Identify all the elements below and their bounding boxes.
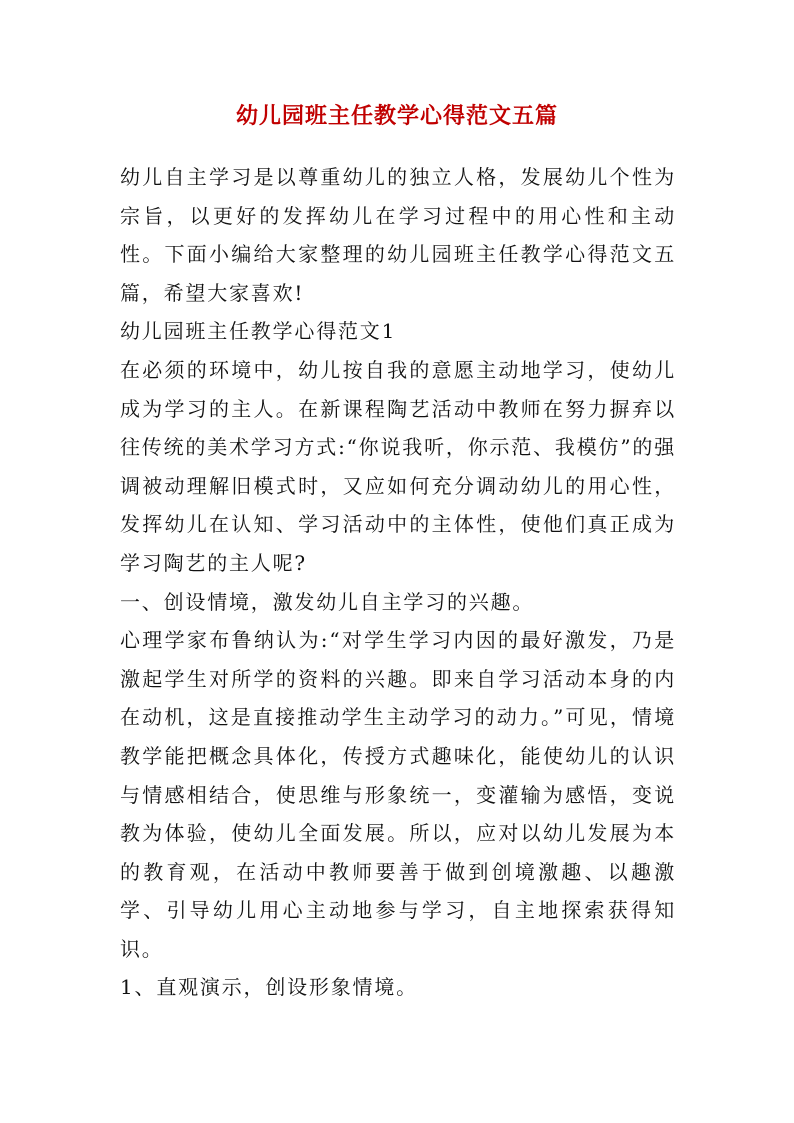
- body-paragraph: 在必须的环境中，幼儿按自我的意愿主动地学习，使幼儿成为学习的主人。在新课程陶艺活动中教师在努力摒弃以往传统的美术学习方式:“你说我听，你示范、我模仿”的强调被动理解旧模式时，又应如何充分调动幼儿的用心性，发挥幼儿在认知、学习活动中的主体性，使他们真正成为学习陶艺的主人呢?: [120, 357, 676, 575]
- section-heading-1: 幼儿园班主任教学心得范文1: [120, 319, 397, 344]
- document-title: 幼儿园班主任教学心得范文五篇: [235, 103, 558, 129]
- intro-paragraph: 幼儿自主学习是以尊重幼儿的独立人格，发展幼儿个性为宗旨，以更好的发挥幼儿在学习过程中的用心性和主动性。下面小编给大家整理的幼儿园班主任教学心得范文五篇，希望大家喜欢!: [120, 165, 676, 305]
- list-item-heading: 1、直观演示，创设形象情境。: [120, 975, 418, 1000]
- body-paragraph: 心理学家布鲁纳认为:“对学生学习内因的最好激发，乃是激起学生对所学的资料的兴趣。即来自学习活动本身的内在动机，这是直接推动学生主动学习的动力。”可见，情境教学能把概念具体化，传授方式趣味化，能使幼儿的认识与情感相结合，使思维与形象统一，变灌输为感悟，变说教为体验，使幼儿全面发展。所以，应对以幼儿发展为本的教育观，在活动中教师要善于做到创境激趣、以趣激学、引导幼儿用心主动地参与学习，自主地探索获得知识。: [120, 628, 676, 961]
- document-body: [120, 158, 676, 1007]
- subsection-heading: 一、创设情境，激发幼儿自主学习的兴趣。: [120, 589, 535, 614]
